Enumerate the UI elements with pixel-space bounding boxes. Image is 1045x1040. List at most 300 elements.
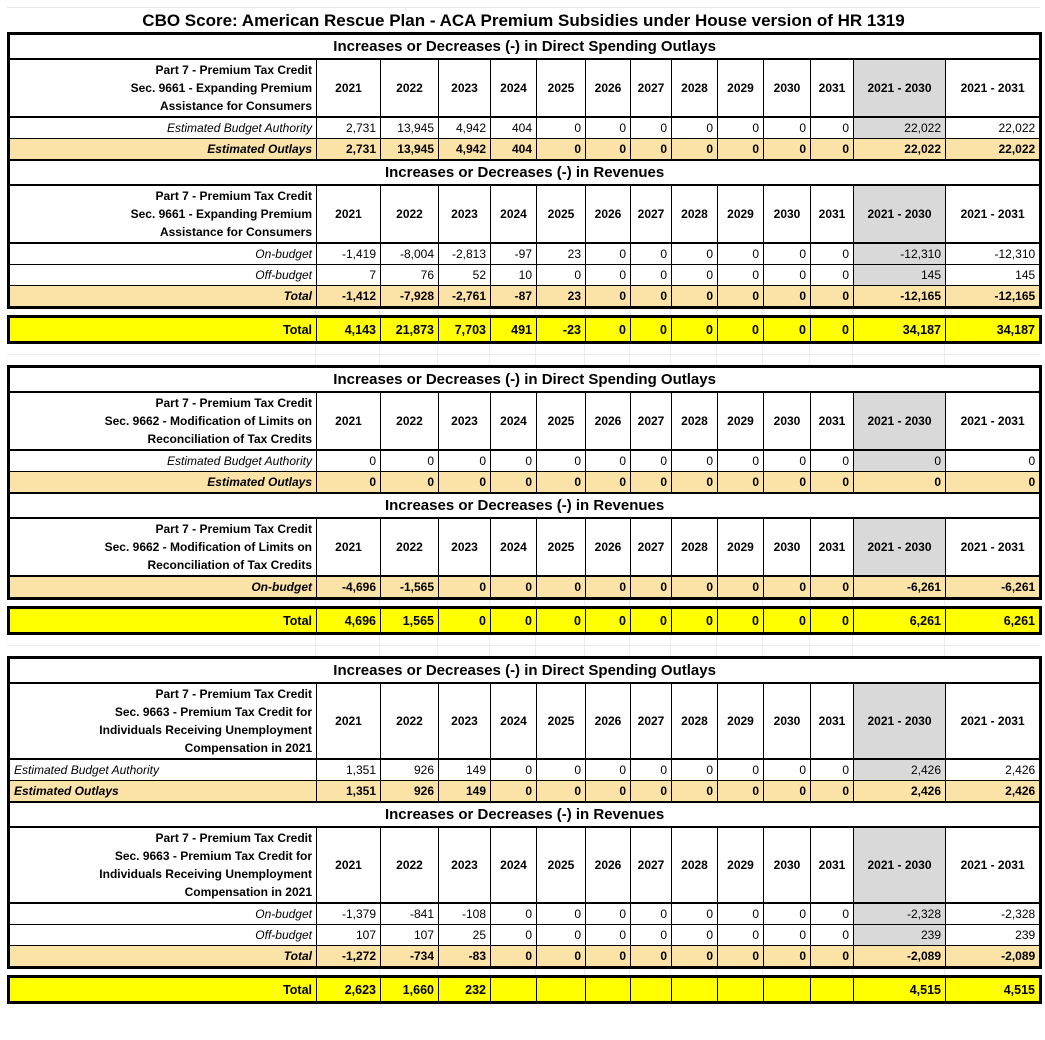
year-header-cell: 2028 [672, 518, 718, 576]
value-cell: 0 [718, 139, 764, 161]
year-header-cell: 2031 [811, 185, 854, 243]
year-header-cell: 2024 [491, 185, 537, 243]
value-cell: 0 [381, 472, 439, 494]
year-header-cell: 2023 [439, 392, 491, 450]
section-header-row [9, 160, 1041, 185]
grid-gap-cell [489, 635, 535, 646]
year-header-cell: 2023 [439, 518, 491, 576]
label-line: Reconciliation of Tax Credits [147, 558, 312, 572]
grid-gap-cell [763, 355, 810, 366]
value-cell: 0 [811, 450, 854, 472]
value-cell: -7,928 [381, 286, 439, 308]
grid-gap-cell [853, 355, 945, 366]
value-cell: 7 [317, 265, 381, 286]
year-header-cell: 2025 [537, 392, 586, 450]
subtotal-row [9, 139, 1041, 161]
value-cell: -6,261 [854, 576, 946, 599]
value-cell: 0 [672, 903, 718, 925]
grid-gap-cell [630, 646, 671, 657]
value-cell: 0 [672, 925, 718, 946]
value-cell: 1,351 [317, 781, 381, 803]
value-cell: 0 [381, 450, 439, 472]
grid-gap-cell [379, 635, 437, 646]
grid-gap-cell [630, 344, 671, 355]
grid-gap-cell [810, 344, 853, 355]
value-cell: 149 [439, 759, 491, 781]
value-cell: -8,004 [381, 243, 439, 265]
value-cell: 0 [718, 576, 764, 599]
value-cell: 0 [537, 265, 586, 286]
score-table [7, 32, 1042, 309]
year-header-cell: 2031 [811, 827, 854, 903]
section-header: Increases or Decreases (-) in Direct Spending Outlays [9, 658, 1041, 684]
label-line: Part 7 - Premium Tax Credit [155, 687, 312, 701]
value-cell: 22,022 [854, 139, 946, 161]
column-header-row [9, 392, 1041, 450]
section-header-row [9, 658, 1041, 684]
row-label: On-budget [9, 576, 317, 599]
period-header-cell: 2021 - 2031 [946, 683, 1041, 759]
value-cell: 0 [764, 117, 811, 139]
year-header-cell: 2024 [491, 59, 537, 117]
year-header-cell: 2031 [811, 392, 854, 450]
row-label: Total [9, 286, 317, 308]
grand-total-row [9, 977, 1041, 1003]
grid-gap-cell [945, 355, 1040, 366]
value-cell: 22,022 [946, 117, 1041, 139]
label-line: Part 7 - Premium Tax Credit [155, 189, 312, 203]
grid-gap-cell [671, 635, 717, 646]
year-header-cell: 2027 [631, 392, 672, 450]
grand-total-value: 0 [672, 317, 718, 343]
row-group-label [9, 518, 317, 576]
row-group-label [9, 59, 317, 117]
period-header-cell: 2021 - 2030 [854, 392, 946, 450]
value-cell: 107 [381, 925, 439, 946]
row-label: Estimated Outlays [9, 472, 317, 494]
period-header-cell: 2021 - 2031 [946, 185, 1041, 243]
year-header-cell: 2023 [439, 827, 491, 903]
grand-total-value: 2,623 [317, 977, 381, 1003]
grand-total-value: 21,873 [381, 317, 439, 343]
row-label: Off-budget [9, 265, 317, 286]
value-cell: 0 [811, 903, 854, 925]
value-cell: 0 [631, 903, 672, 925]
value-cell: -12,165 [854, 286, 946, 308]
value-cell: 0 [631, 286, 672, 308]
top-gridline-strip [7, 0, 1040, 8]
value-cell: 0 [586, 925, 631, 946]
label-line: Sec. 9661 - Expanding Premium [130, 207, 312, 221]
value-cell: 4,942 [439, 117, 491, 139]
value-cell: 0 [718, 286, 764, 308]
value-cell: 0 [811, 472, 854, 494]
value-cell: 0 [631, 243, 672, 265]
value-cell: 0 [672, 781, 718, 803]
grid-gap-cell [717, 355, 763, 366]
value-cell: 0 [672, 450, 718, 472]
row-label: Estimated Budget Authority [9, 450, 317, 472]
value-cell: 4,942 [439, 139, 491, 161]
value-cell: 2,426 [854, 759, 946, 781]
year-header-cell: 2022 [381, 518, 439, 576]
year-header-cell: 2029 [718, 827, 764, 903]
grid-gap-row [7, 635, 1040, 646]
value-cell: 0 [491, 781, 537, 803]
value-cell: -12,310 [854, 243, 946, 265]
grid-gap-row [7, 355, 1040, 366]
grand-total-value: 0 [672, 608, 718, 634]
year-header-cell: 2022 [381, 392, 439, 450]
year-header-cell: 2029 [718, 185, 764, 243]
grid-gap-cell [585, 635, 630, 646]
year-header-cell: 2021 [317, 683, 381, 759]
grid-gap-cell [671, 646, 717, 657]
value-cell: 0 [439, 450, 491, 472]
label-line: Sec. 9662 - Modification of Limits on [104, 540, 312, 554]
year-header-cell: 2029 [718, 392, 764, 450]
value-cell: 2,426 [946, 781, 1041, 803]
label-line: Sec. 9662 - Modification of Limits on [104, 414, 312, 428]
value-cell: 0 [764, 925, 811, 946]
value-cell: 0 [718, 903, 764, 925]
value-cell: 0 [811, 781, 854, 803]
value-cell: 0 [811, 576, 854, 599]
value-cell: 2,426 [946, 759, 1041, 781]
grand-total-value [764, 977, 811, 1003]
grand-total-value: 0 [811, 317, 854, 343]
value-cell: 0 [631, 450, 672, 472]
grid-gap-cell [535, 344, 584, 355]
value-cell: 0 [672, 265, 718, 286]
value-cell: 25 [439, 925, 491, 946]
grand-total-label: Total [9, 977, 317, 1003]
year-header-cell: 2027 [631, 185, 672, 243]
grid-gap-cell [315, 355, 379, 366]
grid-gap-cell [945, 646, 1040, 657]
year-header-cell: 2026 [586, 683, 631, 759]
column-header-row [9, 185, 1041, 243]
grid-gap-cell [717, 635, 763, 646]
section-header-row [9, 493, 1041, 518]
year-header-cell: 2024 [491, 683, 537, 759]
grid-gap [7, 344, 1040, 365]
row-label: Estimated Outlays [9, 139, 317, 161]
data-row [9, 759, 1041, 781]
value-cell: 0 [811, 117, 854, 139]
grid-gap-cell [437, 635, 489, 646]
value-cell: 2,426 [854, 781, 946, 803]
data-row [9, 265, 1041, 286]
value-cell: 0 [811, 139, 854, 161]
value-cell: 107 [317, 925, 381, 946]
value-cell: 0 [672, 472, 718, 494]
grid-gap-cell [535, 635, 584, 646]
value-cell: 0 [764, 576, 811, 599]
grand-total-value: 0 [811, 608, 854, 634]
year-header-cell: 2031 [811, 518, 854, 576]
value-cell: -2,813 [439, 243, 491, 265]
score-tables [7, 32, 1040, 1004]
label-line: Individuals Receiving Unemployment [99, 867, 312, 881]
grid-gap-cell [379, 355, 437, 366]
value-cell: 13,945 [381, 139, 439, 161]
value-cell: 145 [946, 265, 1041, 286]
grid-gap-cell [535, 355, 584, 366]
value-cell: 23 [537, 286, 586, 308]
grid-gap-row [7, 344, 1040, 355]
value-cell: 0 [491, 450, 537, 472]
value-cell: 10 [491, 265, 537, 286]
grand-total-value: 0 [491, 608, 537, 634]
value-cell: 0 [811, 265, 854, 286]
year-header-cell: 2031 [811, 683, 854, 759]
value-cell: 0 [764, 265, 811, 286]
value-cell: 13,945 [381, 117, 439, 139]
value-cell: 0 [631, 117, 672, 139]
grid-gap-cell [315, 344, 379, 355]
value-cell: 239 [854, 925, 946, 946]
grid-gap-cell [7, 355, 315, 366]
label-line: Part 7 - Premium Tax Credit [155, 522, 312, 536]
value-cell: -2,328 [854, 903, 946, 925]
grid-gap-cell [379, 344, 437, 355]
grand-total-value: 6,261 [946, 608, 1041, 634]
value-cell: 145 [854, 265, 946, 286]
value-cell: 0 [672, 576, 718, 599]
value-cell: 0 [586, 576, 631, 599]
value-cell: 22,022 [946, 139, 1041, 161]
value-cell: -2,089 [854, 946, 946, 968]
year-header-cell: 2028 [672, 392, 718, 450]
value-cell: 0 [631, 576, 672, 599]
grand-total-value: 1,660 [381, 977, 439, 1003]
grid-gap-cell [671, 344, 717, 355]
grid-gap-cell [585, 344, 630, 355]
label-line: Assistance for Consumers [159, 225, 312, 239]
grid-gap [7, 635, 1040, 656]
page-title: CBO Score: American Rescue Plan - ACA Premium Subsidies under House version of HR 1319 [142, 11, 905, 30]
row-group-label [9, 683, 317, 759]
grid-gap-cell [437, 344, 489, 355]
row-group-label [9, 185, 317, 243]
column-header-row [9, 683, 1041, 759]
grand-total-table [7, 315, 1042, 344]
value-cell: -12,310 [946, 243, 1041, 265]
grand-total-row [9, 317, 1041, 343]
value-cell: 0 [672, 139, 718, 161]
value-cell: -1,565 [381, 576, 439, 599]
label-line: Part 7 - Premium Tax Credit [155, 396, 312, 410]
data-row [9, 243, 1041, 265]
value-cell: 0 [586, 781, 631, 803]
year-header-cell: 2025 [537, 518, 586, 576]
grand-total-value: 491 [491, 317, 537, 343]
year-header-cell: 2022 [381, 59, 439, 117]
year-header-cell: 2022 [381, 185, 439, 243]
value-cell: 76 [381, 265, 439, 286]
grand-total-value: 0 [586, 317, 631, 343]
data-row [9, 925, 1041, 946]
value-cell: -841 [381, 903, 439, 925]
value-cell: 0 [718, 265, 764, 286]
column-header-row [9, 518, 1041, 576]
grand-total-value: 4,143 [317, 317, 381, 343]
value-cell: -1,419 [317, 243, 381, 265]
value-cell: 0 [631, 472, 672, 494]
data-row [9, 117, 1041, 139]
grand-total-row [9, 608, 1041, 634]
value-cell: 0 [537, 576, 586, 599]
grand-total-value: 0 [586, 608, 631, 634]
row-group-label [9, 827, 317, 903]
value-cell: 239 [946, 925, 1041, 946]
value-cell: -1,412 [317, 286, 381, 308]
value-cell: 0 [718, 759, 764, 781]
value-cell: 0 [672, 946, 718, 968]
value-cell: 0 [537, 903, 586, 925]
year-header-cell: 2026 [586, 827, 631, 903]
value-cell: 0 [491, 925, 537, 946]
value-cell: 0 [491, 472, 537, 494]
value-cell: -97 [491, 243, 537, 265]
value-cell: 404 [491, 139, 537, 161]
year-header-cell: 2023 [439, 59, 491, 117]
grand-total-value: 4,515 [854, 977, 946, 1003]
label-line: Individuals Receiving Unemployment [99, 723, 312, 737]
year-header-cell: 2030 [764, 59, 811, 117]
value-cell: 0 [586, 243, 631, 265]
data-row [9, 903, 1041, 925]
row-group-label [9, 392, 317, 450]
period-header-cell: 2021 - 2030 [854, 518, 946, 576]
value-cell: 0 [537, 472, 586, 494]
grand-total-value [811, 977, 854, 1003]
grand-total-value: 0 [631, 608, 672, 634]
grid-gap-cell [853, 344, 945, 355]
value-cell: 0 [764, 139, 811, 161]
value-cell: 0 [317, 450, 381, 472]
period-header-cell: 2021 - 2031 [946, 59, 1041, 117]
value-cell: -108 [439, 903, 491, 925]
value-cell: 0 [764, 472, 811, 494]
grand-total-value: 4,515 [946, 977, 1041, 1003]
year-header-cell: 2028 [672, 59, 718, 117]
value-cell: 0 [764, 759, 811, 781]
value-cell: 0 [439, 472, 491, 494]
value-cell: 0 [537, 759, 586, 781]
value-cell: -1,272 [317, 946, 381, 968]
year-header-cell: 2022 [381, 683, 439, 759]
column-header-row [9, 827, 1041, 903]
value-cell: 0 [317, 472, 381, 494]
period-header-cell: 2021 - 2030 [854, 59, 946, 117]
grid-gap-row [7, 646, 1040, 657]
period-header-cell: 2021 - 2030 [854, 827, 946, 903]
value-cell: 0 [718, 781, 764, 803]
data-row [9, 450, 1041, 472]
label-line: Sec. 9663 - Premium Tax Credit for [114, 849, 312, 863]
value-cell: 0 [672, 759, 718, 781]
period-header-cell: 2021 - 2030 [854, 185, 946, 243]
grand-total-value: 0 [718, 608, 764, 634]
value-cell: 0 [718, 450, 764, 472]
value-cell: 0 [764, 781, 811, 803]
value-cell: 0 [631, 925, 672, 946]
year-header-cell: 2024 [491, 827, 537, 903]
grid-gap-cell [945, 344, 1040, 355]
grand-total-value: 232 [439, 977, 491, 1003]
label-line: Compensation in 2021 [184, 741, 312, 755]
label-line: Part 7 - Premium Tax Credit [155, 63, 312, 77]
section-header-row [9, 802, 1041, 827]
value-cell: 0 [811, 925, 854, 946]
period-header-cell: 2021 - 2031 [946, 518, 1041, 576]
label-line: Part 7 - Premium Tax Credit [155, 831, 312, 845]
year-header-cell: 2025 [537, 827, 586, 903]
grand-total-value [672, 977, 718, 1003]
year-header-cell: 2021 [317, 827, 381, 903]
year-header-cell: 2024 [491, 392, 537, 450]
section-header: Increases or Decreases (-) in Revenues [9, 802, 1041, 827]
grand-total-label: Total [9, 317, 317, 343]
score-table [7, 656, 1042, 969]
value-cell: 0 [811, 243, 854, 265]
grand-total-value: 0 [764, 317, 811, 343]
value-cell: 0 [537, 139, 586, 161]
value-cell: 0 [586, 139, 631, 161]
value-cell: -87 [491, 286, 537, 308]
grand-total-value: -23 [537, 317, 586, 343]
grid-gap-cell [535, 646, 584, 657]
grand-total-value: 34,187 [854, 317, 946, 343]
grand-total-value [537, 977, 586, 1003]
period-header-cell: 2021 - 2030 [854, 683, 946, 759]
value-cell: 0 [631, 946, 672, 968]
grand-total-value: 0 [439, 608, 491, 634]
column-header-row [9, 59, 1041, 117]
year-header-cell: 2030 [764, 683, 811, 759]
grand-total-value: 1,565 [381, 608, 439, 634]
year-header-cell: 2029 [718, 518, 764, 576]
year-header-cell: 2027 [631, 827, 672, 903]
subtotal-row [9, 472, 1041, 494]
grid-gap-cell [489, 646, 535, 657]
grid-gap-cell [763, 344, 810, 355]
grid-gap-cell [630, 355, 671, 366]
subtotal-row [9, 781, 1041, 803]
section-header-row [9, 367, 1041, 393]
value-cell: 0 [764, 286, 811, 308]
year-header-cell: 2023 [439, 683, 491, 759]
value-cell: 0 [586, 759, 631, 781]
period-header-cell: 2021 - 2031 [946, 827, 1041, 903]
grand-total-value: 0 [631, 317, 672, 343]
value-cell: 0 [491, 903, 537, 925]
grid-gap-cell [489, 344, 535, 355]
section-header: Increases or Decreases (-) in Direct Spending Outlays [9, 34, 1041, 60]
label-line: Sec. 9661 - Expanding Premium [130, 81, 312, 95]
grand-total-table [7, 975, 1042, 1004]
grid-gap-cell [315, 646, 379, 657]
value-cell: 0 [718, 925, 764, 946]
year-header-cell: 2025 [537, 59, 586, 117]
value-cell: 0 [631, 265, 672, 286]
year-header-cell: 2026 [586, 518, 631, 576]
year-header-cell: 2028 [672, 185, 718, 243]
year-header-cell: 2023 [439, 185, 491, 243]
value-cell: 0 [718, 243, 764, 265]
